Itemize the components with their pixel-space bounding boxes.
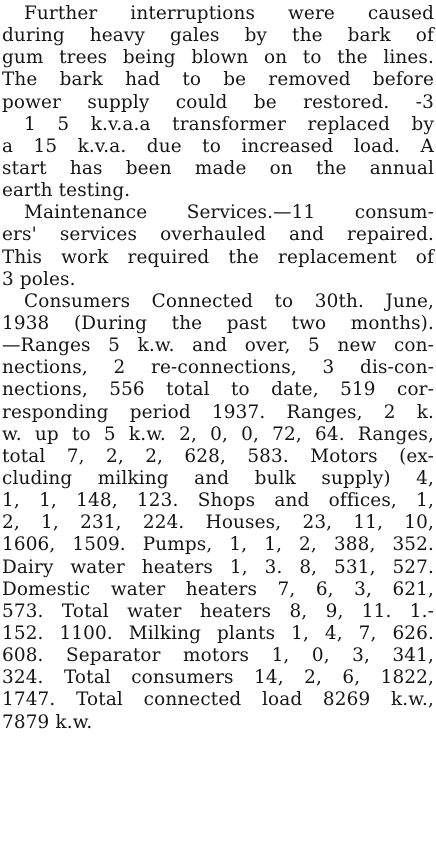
article-line: —Ranges 5 k.w. and over, 5 new con- xyxy=(2,335,434,357)
article-line: 7879 k.w. xyxy=(2,711,93,733)
article-line: responding period 1937. Ranges, 2 k. xyxy=(2,401,434,423)
article-line: total 7, 2, 2, 628, 583. Motors (ex- xyxy=(2,445,434,467)
article-line: nections, 556 total to date, 519 cor- xyxy=(2,379,434,401)
article-line: Dairy water heaters 1, 3. 8, 531, 527. xyxy=(2,556,434,578)
article-line: 324. Total consumers 14, 2, 6, 1822, xyxy=(2,667,434,689)
article-line: Maintenance Services.—11 consum- xyxy=(24,202,434,224)
article-line: 1938 (During the past two months). xyxy=(2,312,434,334)
article-line: This work required the replacement of xyxy=(2,246,434,268)
article-line: 573. Total water heaters 8, 9, 11. 1.- xyxy=(2,600,434,622)
article-line: The bark had to be removed before xyxy=(2,69,434,91)
article-line: Domestic water heaters 7, 6, 3, 621, xyxy=(2,578,434,600)
article-line: Consumers Connected to 30th. June, xyxy=(24,290,434,312)
article-line: ers' services overhauled and repaired. xyxy=(2,224,434,246)
article-line: start has been made on the annual xyxy=(2,157,434,179)
article-line: Further interruptions were caused xyxy=(24,3,434,24)
article-line: power supply could be restored. -3 xyxy=(2,91,434,113)
article-line: 608. Separator motors 1, 0, 3, 341, xyxy=(2,645,434,667)
article-line: 152. 1100. Milking plants 1, 4, 7, 626. xyxy=(2,622,434,644)
article-line: cluding milking and bulk supply) 4, xyxy=(2,467,434,489)
article-line: during heavy gales by the bark of xyxy=(2,25,434,47)
article-line: 1606, 1509. Pumps, 1, 1, 2, 388, 352. xyxy=(2,534,434,556)
article-line: a 15 k.v.a. due to increased load. A xyxy=(2,135,434,157)
newspaper-article xyxy=(2,3,434,734)
article-line: 1 5 k.v.a.a transformer replaced by xyxy=(24,113,434,135)
article-line: 2, 1, 231, 224. Houses, 23, 11, 10, xyxy=(2,512,434,534)
article-line: earth testing. xyxy=(2,180,131,202)
article-line: 1747. Total connected load 8269 k.w., xyxy=(2,689,434,711)
article-line: 3 poles. xyxy=(2,268,76,290)
article-line: nections, 2 re-connections, 3 dis-con- xyxy=(2,357,434,379)
article-line: gum trees being blown on to the lines. xyxy=(2,47,434,69)
article-line: w. up to 5 k.w. 2, 0, 0, 72, 64. Ranges, xyxy=(2,423,434,445)
article-line: 1, 1, 148, 123. Shops and offices, 1, xyxy=(2,490,434,512)
